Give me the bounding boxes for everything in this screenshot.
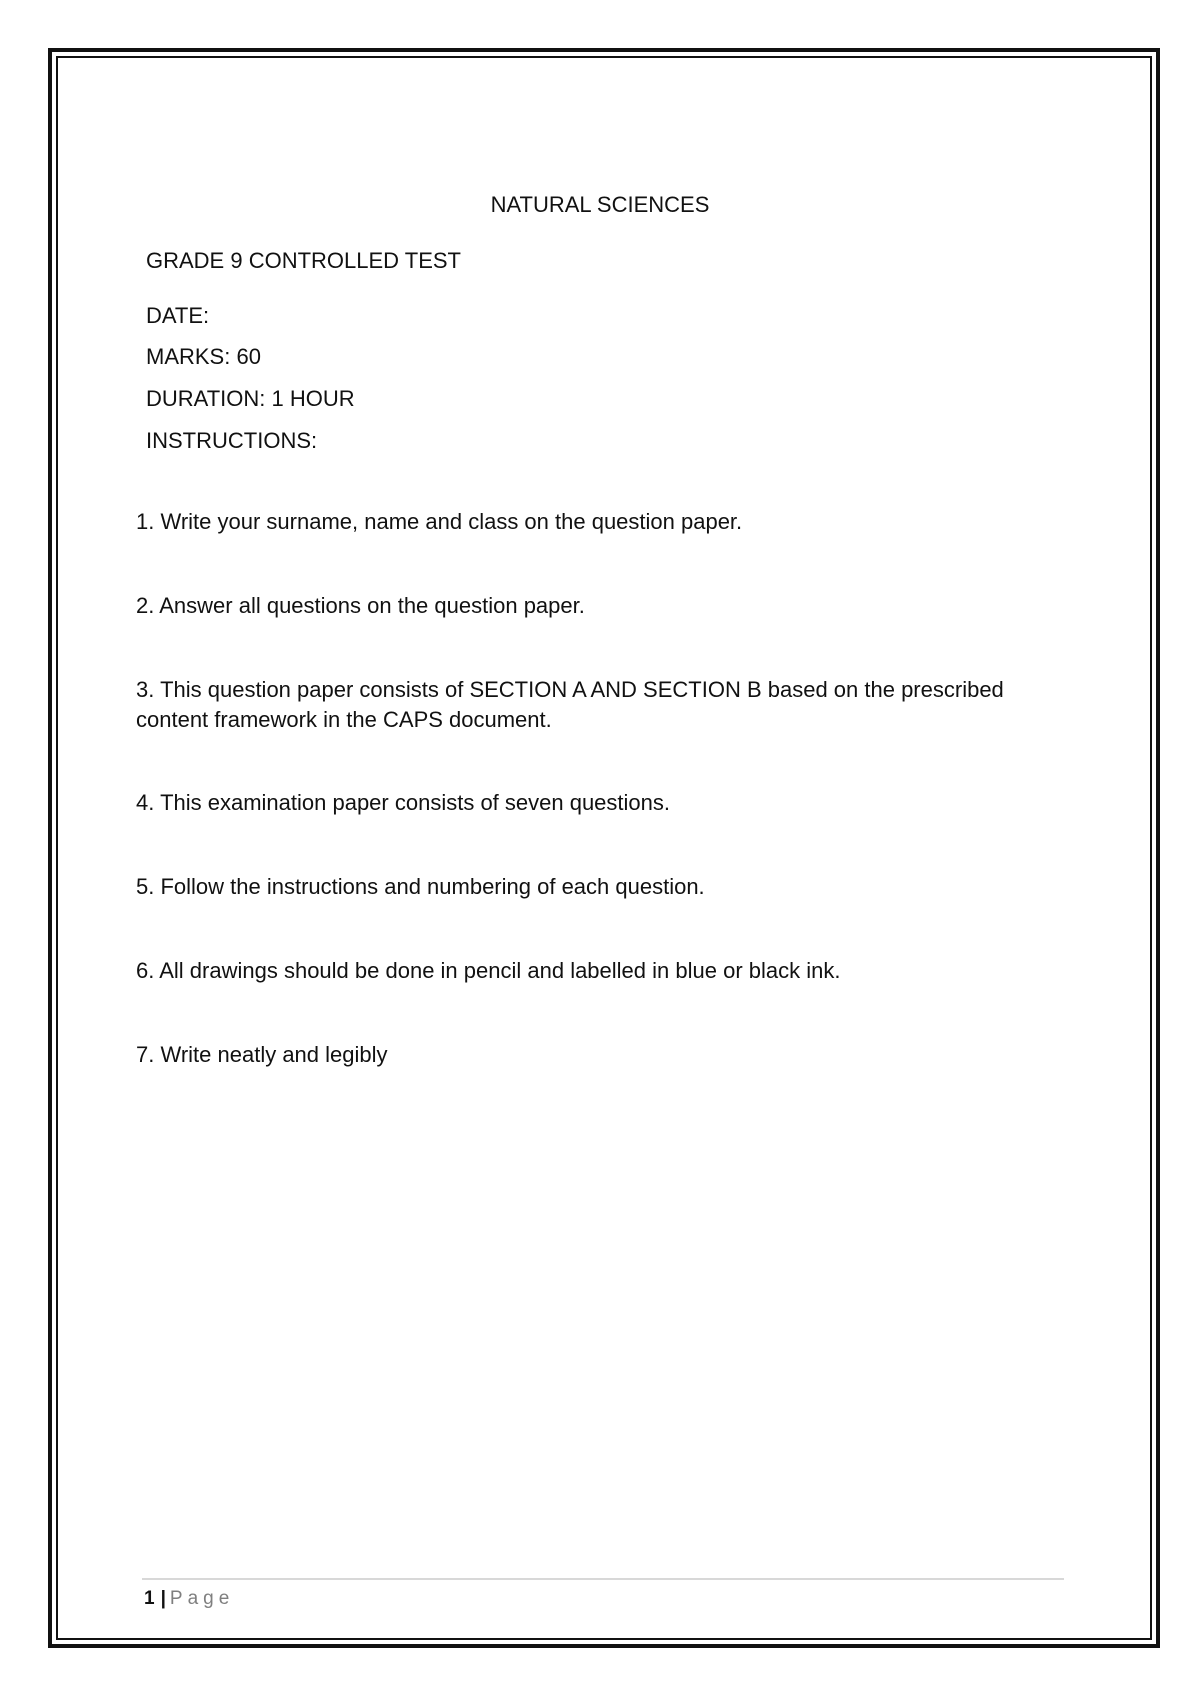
grade-test-line: GRADE 9 CONTROLLED TEST <box>146 248 461 273</box>
instruction-item: 3. This question paper consists of SECTION A AND SECTION B based on the prescribed content framework in the CAPS document. <box>136 677 1004 732</box>
instruction-item: 4. This examination paper consists of seven questions. <box>136 790 671 815</box>
instruction-item: 7. Write neatly and legibly <box>136 1042 388 1067</box>
instruction-item: 6. All drawings should be done in pencil and labelled in blue or black ink. <box>136 958 841 983</box>
instruction-item: 5. Follow the instructions and numbering of each question. <box>136 874 705 899</box>
instructions-heading: INSTRUCTIONS: <box>146 428 318 453</box>
duration-line: DURATION: 1 HOUR <box>146 386 355 411</box>
footer-rule <box>142 1578 1064 1580</box>
instruction-item: 1. Write your surname, name and class on the question paper. <box>136 509 743 534</box>
footer-separator: | <box>160 1588 166 1609</box>
instruction-item: 2. Answer all questions on the question paper. <box>136 593 585 618</box>
document-title: NATURAL SCIENCES <box>490 192 710 217</box>
page-footer <box>144 1586 234 1612</box>
page-border-inner <box>56 56 1152 1640</box>
marks-line: MARKS: 60 <box>146 344 261 369</box>
page-number: 1 <box>144 1588 155 1609</box>
date-line: DATE: <box>146 303 210 328</box>
page-label: Page <box>169 1588 235 1609</box>
